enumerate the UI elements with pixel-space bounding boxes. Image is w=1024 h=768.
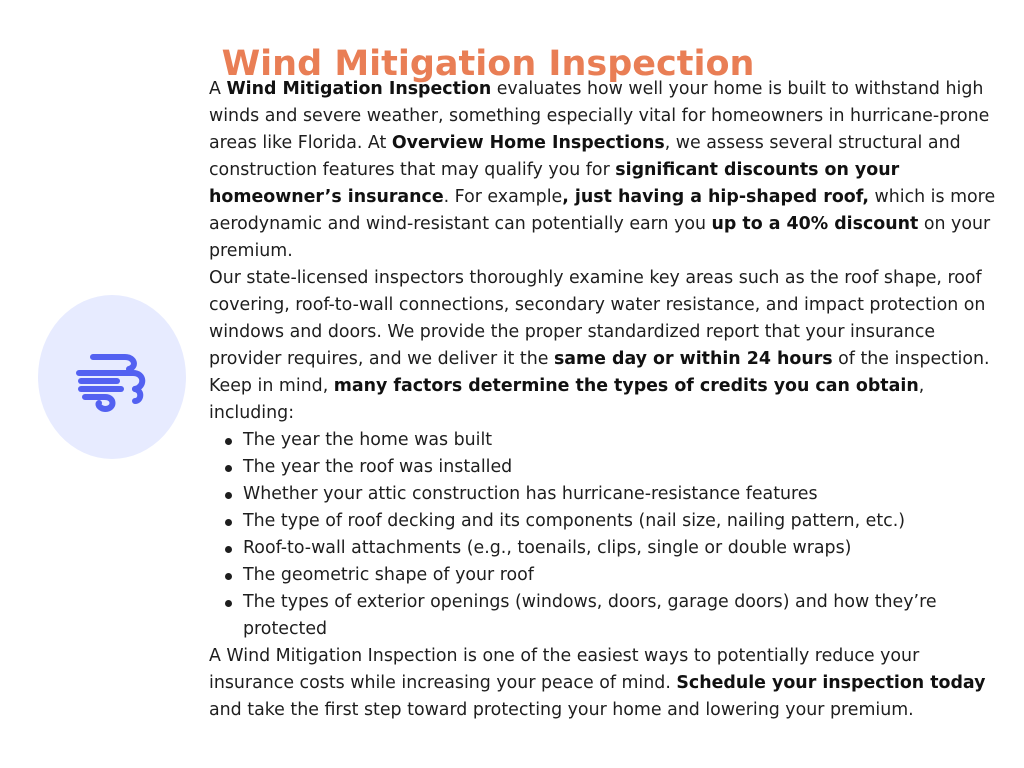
factors-intro-paragraph <box>209 373 999 427</box>
bold-span: many factors determine the types of credits you can obtain <box>333 376 919 396</box>
bold-span: significant discounts on your homeowner’s insurance <box>209 160 900 207</box>
factors-list <box>209 427 999 643</box>
text-span: of the inspection. <box>832 349 990 369</box>
text-span: A Wind Mitigation Inspection is one of the easiest ways to potentially reduce your insurance costs while increasing your peace of mind. <box>209 646 920 693</box>
list-item: Whether your attic construction has hurricane-resistance features <box>243 481 999 508</box>
icon-badge <box>38 295 186 459</box>
bold-span: , just having a hip-shaped roof, <box>562 187 869 207</box>
list-item: The geometric shape of your roof <box>243 562 999 589</box>
list-item: The types of exterior openings (windows, doors, garage doors) and how they’re protected <box>243 589 999 643</box>
list-item: The type of roof decking and its components (nail size, nailing pattern, etc.) <box>243 508 999 535</box>
page-title: Wind Mitigation Inspection <box>221 44 755 85</box>
text-span: and take the first step toward protecting your home and lowering your premium. <box>209 700 914 720</box>
text-span: which is more aerodynamic and wind-resistant can potentially earn you <box>209 187 996 234</box>
text-span: A <box>209 79 227 99</box>
text-span: evaluates how well your home is built to withstand high winds and severe weather, something especially vital for homeowners in hurricane-prone areas like Florida. At <box>209 79 990 153</box>
inspectors-paragraph <box>209 265 999 373</box>
text-span: . For example <box>443 187 563 207</box>
list-item: The year the home was built <box>243 427 999 454</box>
text-span: on your premium. <box>209 214 991 261</box>
text-span: , including: <box>209 376 925 423</box>
text-span: , we assess several structural and construction features that may qualify you for <box>209 133 961 180</box>
bold-span: same day or within 24 hours <box>553 349 833 369</box>
bold-span: up to a 40% discount <box>711 214 919 234</box>
text-span: Our state-licensed inspectors thoroughly examine key areas such as the roof shape, roof covering, roof-to-wall connections, secondary water resistance, and impact protection on windows and doors. We provide the proper standardized report that your insurance provider requires, and we deliver it the <box>209 268 986 369</box>
bold-span: Wind Mitigation Inspection <box>226 79 492 99</box>
text-span: Keep in mind, <box>209 376 334 396</box>
schedule-cta-text: Schedule your inspection today <box>676 673 986 693</box>
bold-span: Overview Home Inspections <box>391 133 665 153</box>
intro-paragraph <box>209 76 999 265</box>
wind-icon <box>75 347 149 413</box>
list-item: The year the roof was installed <box>243 454 999 481</box>
closing-paragraph <box>209 643 999 724</box>
list-item: Roof-to-wall attachments (e.g., toenails, clips, single or double wraps) <box>243 535 999 562</box>
article-body <box>209 76 999 724</box>
